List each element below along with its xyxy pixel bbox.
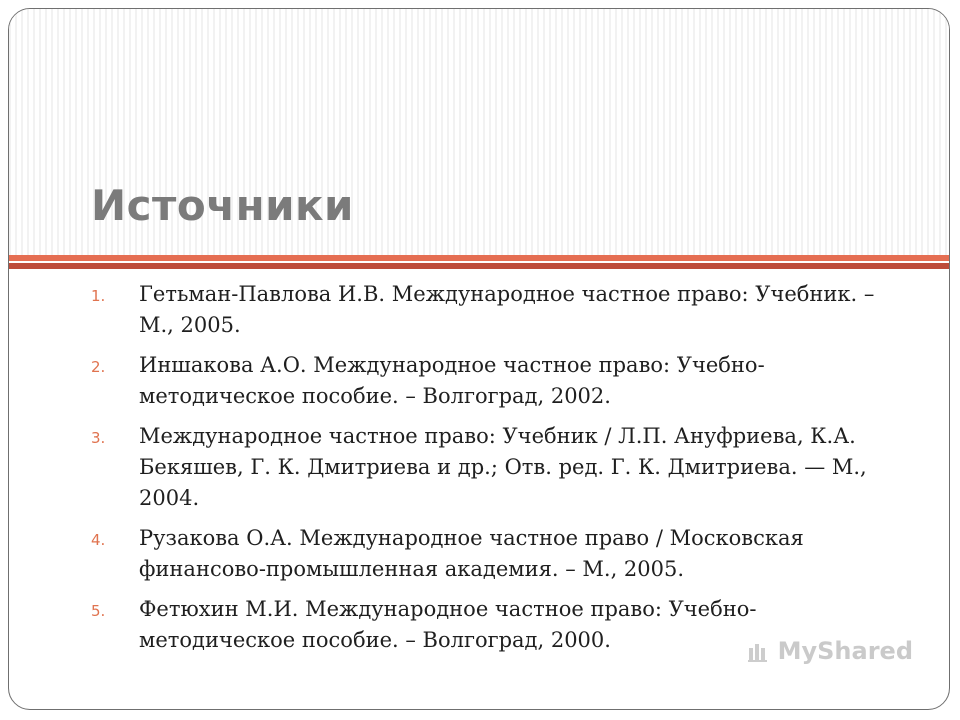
- list-item: [91, 350, 891, 412]
- list-item-text: Международное частное право: Учебник / Л.П. Ануфриева, К.А. Бекяшев, Г. К. Дмитриева и др.; Отв. ред. Г. К. Дмитриева. — М., 2004.: [139, 424, 867, 510]
- list-item-text: Гетьман-Павлова И.В. Международное частное право: Учебник. – М., 2005.: [139, 282, 875, 337]
- list-item: [91, 279, 891, 341]
- sources-list: [91, 279, 891, 665]
- title-divider-top: [9, 255, 949, 261]
- list-item: [91, 523, 891, 585]
- list-item-number: 1.: [91, 287, 106, 305]
- list-item: [91, 421, 891, 514]
- mycloud-icon: [746, 638, 772, 664]
- list-item-text: Иншакова А.О. Международное частное право: Учебно-методическое пособие. – Волгоград, 2002.: [139, 353, 765, 408]
- list-item-text: Рузакова О.А. Международное частное право / Московская финансово-промышленная академия. – М., 2005.: [139, 526, 804, 581]
- title-divider-bottom: [9, 263, 949, 269]
- myshared-watermark: [746, 637, 913, 665]
- list-item-number: 4.: [91, 531, 106, 549]
- list-item-text: Фетюхин М.И. Международное частное право: Учебно-методическое пособие. – Волгоград, 2000.: [139, 597, 757, 652]
- watermark-text: MyShared: [777, 637, 913, 665]
- list-item-number: 3.: [91, 429, 106, 447]
- slide-frame: [8, 8, 950, 710]
- list-item-number: 2.: [91, 358, 106, 376]
- list-item-number: 5.: [91, 602, 106, 620]
- slide-title: Источники: [91, 181, 354, 230]
